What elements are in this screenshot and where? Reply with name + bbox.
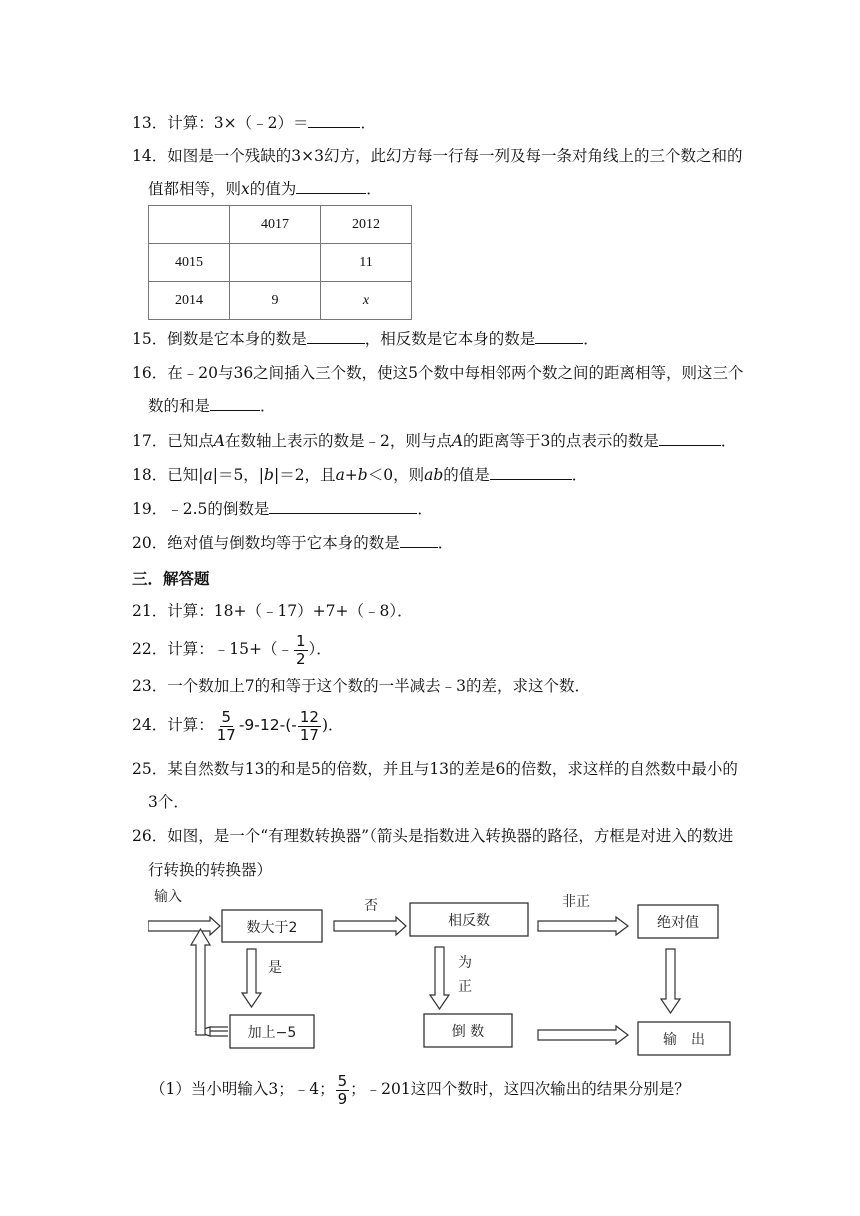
question-number: 19． bbox=[132, 500, 168, 518]
question-number: 25． bbox=[132, 760, 168, 778]
question-24: 24．计算： $\frac{5}{17}$ -9-12-(- $\frac{12}{17}$ )． bbox=[132, 707, 344, 744]
table-row bbox=[149, 206, 412, 244]
box-label: 加上−5 bbox=[247, 1025, 297, 1041]
answer-blank bbox=[210, 396, 260, 411]
question-26-continued: 行转换的转换器） bbox=[148, 861, 273, 879]
question-25: 25．某自然数与13的和是5的倍数，并且与13的差是6的倍数，求这样的自然数中最小的 bbox=[132, 760, 738, 778]
table-row bbox=[149, 282, 412, 320]
answer-blank bbox=[269, 499, 417, 514]
answer-blank bbox=[490, 465, 572, 480]
answer-blank bbox=[308, 113, 360, 128]
label-is: 为 bbox=[458, 955, 472, 971]
question-number: 24． bbox=[132, 716, 168, 734]
question-number: 17． bbox=[132, 432, 168, 450]
answer-blank bbox=[659, 431, 721, 446]
label-input: 输入 bbox=[154, 889, 182, 905]
table-cell bbox=[149, 206, 230, 244]
question-number: 22． bbox=[132, 640, 168, 658]
question-text: 计算：3×（﹣2）＝ bbox=[167, 114, 309, 132]
question-16: 16．在﹣20与36之间插入三个数，使这5个数中每相邻两个数之间的距离相等，则这三个 bbox=[132, 364, 744, 382]
table-cell: 2012 bbox=[321, 206, 412, 244]
table-cell: 11 bbox=[321, 244, 412, 282]
question-26: 26．如图，是一个“有理数转换器”（箭头是指数进入转换器的路径，方框是对进入的数进 bbox=[132, 827, 734, 845]
question-19: 19．﹣2.5的倒数是 ． bbox=[132, 500, 433, 518]
question-number: 26． bbox=[132, 827, 168, 845]
table-cell bbox=[230, 244, 321, 282]
question-15: 15．倒数是它本身的数是 ，相反数是它本身的数是 ． bbox=[132, 330, 599, 348]
question-14-continued: 值都相等，则x的值为 ． bbox=[148, 180, 382, 198]
table-cell: x bbox=[321, 282, 412, 320]
table-row bbox=[149, 244, 412, 282]
question-25-continued: 3个． bbox=[148, 793, 189, 811]
question-number: 14． bbox=[132, 147, 168, 165]
question-number: 16． bbox=[132, 364, 168, 382]
answer-blank bbox=[296, 179, 366, 194]
question-17: 17．已知点A在数轴上表示的数是﹣2，则与点A的距离等于3的点表示的数是 ． bbox=[132, 432, 737, 450]
magic-square-table bbox=[148, 205, 412, 320]
question-13: 13．计算：3×（﹣2）＝ ． bbox=[132, 114, 376, 132]
label-yes: 是 bbox=[268, 960, 282, 976]
answer-blank bbox=[400, 533, 438, 548]
label-no: 否 bbox=[364, 898, 378, 914]
answer-blank bbox=[535, 329, 583, 344]
question-number: 20． bbox=[132, 534, 168, 552]
rational-number-converter-diagram bbox=[148, 883, 734, 1063]
question-20: 20．绝对值与倒数均等于它本身的数是 ． bbox=[132, 534, 454, 552]
question-14 bbox=[132, 146, 742, 166]
question-21: 21．计算：18+（﹣17）+7+（﹣8）． bbox=[132, 602, 413, 620]
question-text: 如图是一个残缺的3×3幻方，此幻方每一行每一列及每一条对角线上的三个数之和的 bbox=[167, 147, 743, 165]
box-label: 倒 数 bbox=[451, 1024, 485, 1040]
question-16-continued: 数的和是 ． bbox=[148, 397, 276, 415]
table-cell: 9 bbox=[230, 282, 321, 320]
sub-question-1: （1）当小明输入3；﹣4； $\frac{5}{9}$ ；﹣201这四个数时，这四次输出的结果分别是？ bbox=[150, 1071, 690, 1108]
question-22: 22．计算：﹣15+（﹣ $\frac{1}{2}$ ）． bbox=[132, 631, 332, 668]
question-18: 18．已知|a|＝5，|b|＝2，且a+b＜0，则ab的值是 ． bbox=[132, 466, 588, 484]
question-number: 18． bbox=[132, 466, 168, 484]
question-number: 23． bbox=[132, 677, 168, 695]
question-number: 15． bbox=[132, 330, 168, 348]
answer-blank bbox=[307, 329, 365, 344]
section-heading: 三．解答题 bbox=[132, 570, 210, 588]
table-cell: 2014 bbox=[149, 282, 230, 320]
box-label: 输 出 bbox=[663, 1032, 705, 1048]
question-number: 13． bbox=[132, 114, 168, 132]
box-label: 绝对值 bbox=[657, 915, 699, 931]
box-label: 数大于2 bbox=[246, 920, 298, 936]
fraction: $\frac{12}{17}$ bbox=[299, 707, 319, 744]
label-non-positive: 非正 bbox=[562, 894, 590, 910]
question-23: 23．一个数加上7的和等于这个数的一半减去﹣3的差，求这个数． bbox=[132, 677, 590, 695]
box-label: 相反数 bbox=[448, 913, 490, 929]
label-positive: 正 bbox=[458, 979, 472, 995]
fraction: $\frac{5}{9}$ bbox=[337, 1071, 348, 1108]
table-cell: 4015 bbox=[149, 244, 230, 282]
table-cell: 4017 bbox=[230, 206, 321, 244]
question-number: 21． bbox=[132, 602, 168, 620]
fraction: $\frac{5}{17}$ bbox=[216, 707, 236, 744]
fraction: $\frac{1}{2}$ bbox=[295, 631, 306, 668]
